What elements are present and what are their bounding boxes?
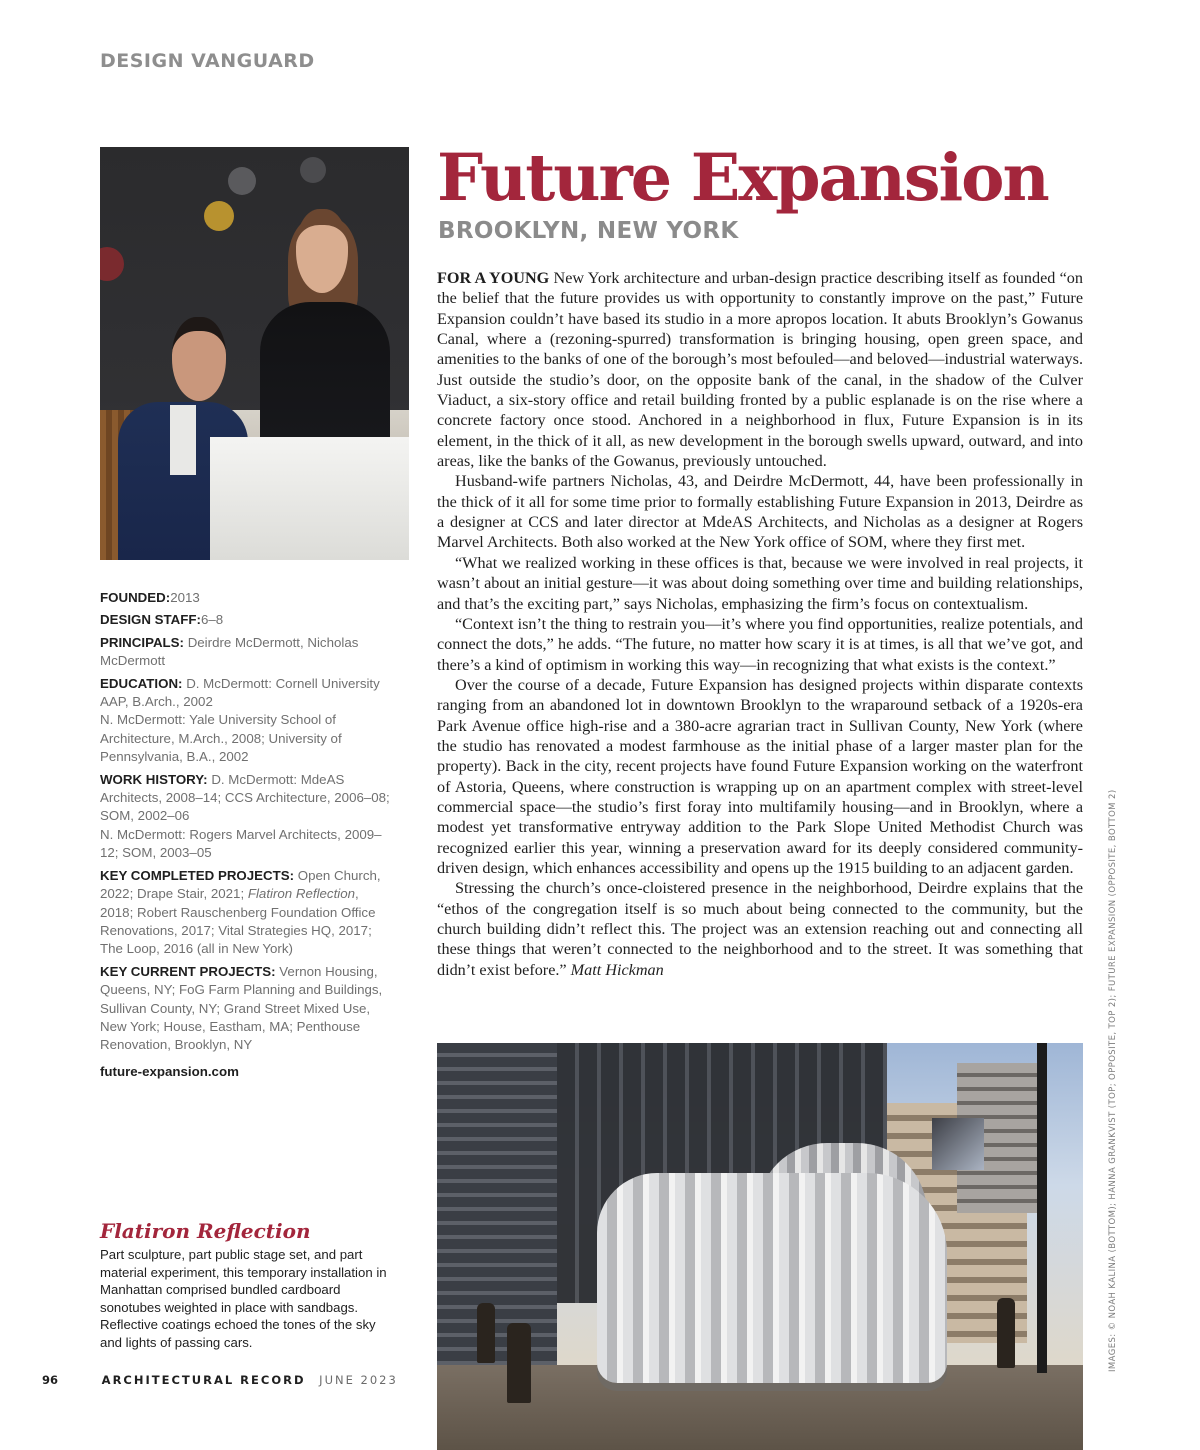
page-footer [42,1373,398,1387]
byline: Matt Hickman [570,960,664,979]
white-table [210,437,409,560]
flatiron-reflection-photo [437,1043,1083,1450]
body-paragraph: “What we realized working in these offices is that, because we were involved in real projects, it wasn’t about an initial gesture—it was about doing something over time and building relationships, and that’s the exciting part,” says Nicholas, emphasizing the firm’s focus on contextualism. [437,553,1083,613]
fact-principals: PRINCIPALS: Deirdre McDermott, Nicholas McDermott [100,634,359,669]
page-number: 96 [42,1373,59,1387]
fact-education: EDUCATION: D. McDermott: Cornell University AAP, B.Arch., 2002 N. McDermott: Yale University School of Architecture, M.Arch., 2008; University of Pennsylvania, B.A., 2002 [100,675,380,765]
man-shirt [170,405,196,475]
magazine-name: ARCHITECTURAL RECORD [101,1373,306,1387]
fact-founded: FOUNDED:2013 [100,590,200,605]
fact-completed-projects: KEY COMPLETED PROJECTS: Open Church, 2022; Drape Stair, 2021; Flatiron Reflection, 2018; Robert Rauschenberg Foundation Office Renovations, 2017; Vital Strategies HQ, 2017; The Loop, 2016 (all in New York) [100,867,381,957]
body-paragraph: “Context isn’t the thing to restrain you—it’s where you find opportunities, realize potentials, and connect the dots,” he adds. “The future, no matter how scary it is at times, is all that we’ve got, and there’s a kind of optimism in working this way—in recognizing that what exists is the context.” [437,614,1083,674]
caption-text: Part sculpture, part public stage set, and part material experiment, this temporary installation in Manhattan comprised bundled cardboard sonotubes weighted in place with sandbags. Reflective coatings echoed the tones of the sky and lights of passing cars. [100,1247,387,1350]
left-tower [437,1043,557,1373]
firm-facts-sidebar [100,589,390,1085]
man-head [172,317,226,401]
caption-title: Flatiron Reflection [100,1219,311,1243]
body-paragraph: Husband-wife partners Nicholas, 43, and Deirdre McDermott, 44, have been professionally in the thick of it all for some time prior to formally establishing Future Expansion in 2013, Deirdre as a designer at CCS and later director at MdeAS Architects, and Nicholas as a designer at Rogers Marvel Architects. Both also worked at the New York office of SOM, where they first met. [437,472,1083,552]
body-paragraph: Over the course of a decade, Future Expansion has designed projects within disparate contexts ranging from an abandoned lot in downtown Brooklyn to the wraparound setback of a 1920s-era Park Avenue office high-rise and a 380-acre agrarian tract in Sullivan County, New York (where the studio has renovated a modest farmhouse as the initial phase of a larger master plan for the property). Back in the city, recent projects have found Future Expansion working on the waterfront of Astoria, Queens, where construction is wrapping up on an apartment complex with street-level commercial space—the studio’s first foray into multifamily housing—and in Brooklyn, where a modest yet transformative entryway addition to the Park Slope United Methodist Church was recognized earlier this year, winning a preservation award for its deeply considered community-driven design, which enhances accessibility and opens up the 1915 building to an adjacent garden. [437,675,1083,877]
body-paragraph: Stressing the church’s once-cloistered presence in the neighborhood, Deirdre explains that the “ethos of the congregation itself is so much about being connected to the community, but the church building didn’t reflect this. The project was an extension reaching out and connecting all these things that weren’t connected to the neighborhood and to the street. It was something that didn’t exist before.” Matt Hickman [437,879,1083,979]
photo-caption [100,1218,400,1352]
pedestrian [997,1298,1015,1368]
pedestrian [507,1323,531,1403]
pedestrian [477,1303,495,1363]
sonotube-sculpture [597,1173,947,1383]
principals-portrait-photo [100,147,409,560]
article-body [437,268,1083,980]
fact-work-history: WORK HISTORY: D. McDermott: MdeAS Architects, 2008–14; CCS Architecture, 2006–08; SOM, 2002–06 N. McDermott: Rogers Marvel Architects, 2009–12; SOM, 2003–05 [100,771,390,861]
lead-in: FOR A YOUNG [437,269,550,287]
firm-website-link[interactable]: future-expansion.com [100,1063,239,1079]
article-location: BROOKLYN, NEW YORK [438,218,739,244]
woman-head [296,209,348,293]
section-tag: DESIGN VANGUARD [100,50,315,72]
fact-current-projects: KEY CURRENT PROJECTS: Vernon Housing, Queens, NY; FoG Farm Planning and Buildings, Sullivan County, NY; Grand Street Mixed Use, New York; House, Eastham, MA; Penthouse Renovation, Brooklyn, NY [100,963,383,1053]
street-lamp [1037,1043,1047,1373]
image-credits: IMAGES: © NOAH KALINA (BOTTOM); HANNA GRANKVIST (TOP; OPPOSITE, TOP 2); FUTURE EXPANSION (OPPOSITE, BOTTOM 2) [1108,789,1118,1372]
fact-design-staff: DESIGN STAFF:6–8 [100,612,224,628]
article-title: Future Expansion [437,140,1048,216]
billboard [932,1118,984,1170]
issue-date: JUNE 2023 [319,1373,398,1387]
body-paragraph: FOR A YOUNG New York architecture and urban-design practice describing itself as founded “on the belief that the future provides us with opportunity to constantly improve on the past,” Future Expansion couldn’t have based its studio in a more apropos location. It abuts Brooklyn’s Gowanus Canal, where a (rezoning-spurred) transformation is bringing housing, open green space, and amenities to the banks of one of the borough’s most befouled—and beloved—industrial waterways. Just outside the studio’s door, on the opposite bank of the canal, in the shadow of the Culver Viaduct, a six-story office and retail building fronted by a public esplanade is on the rise where a concrete factory once stood. Anchored in a neighborhood in flux, Future Expansion is in its element, in the thick of it all, as new development in the borough swells upward, outward, and into areas, like the banks of the Gowanus, previously untouched. [437,269,1083,471]
